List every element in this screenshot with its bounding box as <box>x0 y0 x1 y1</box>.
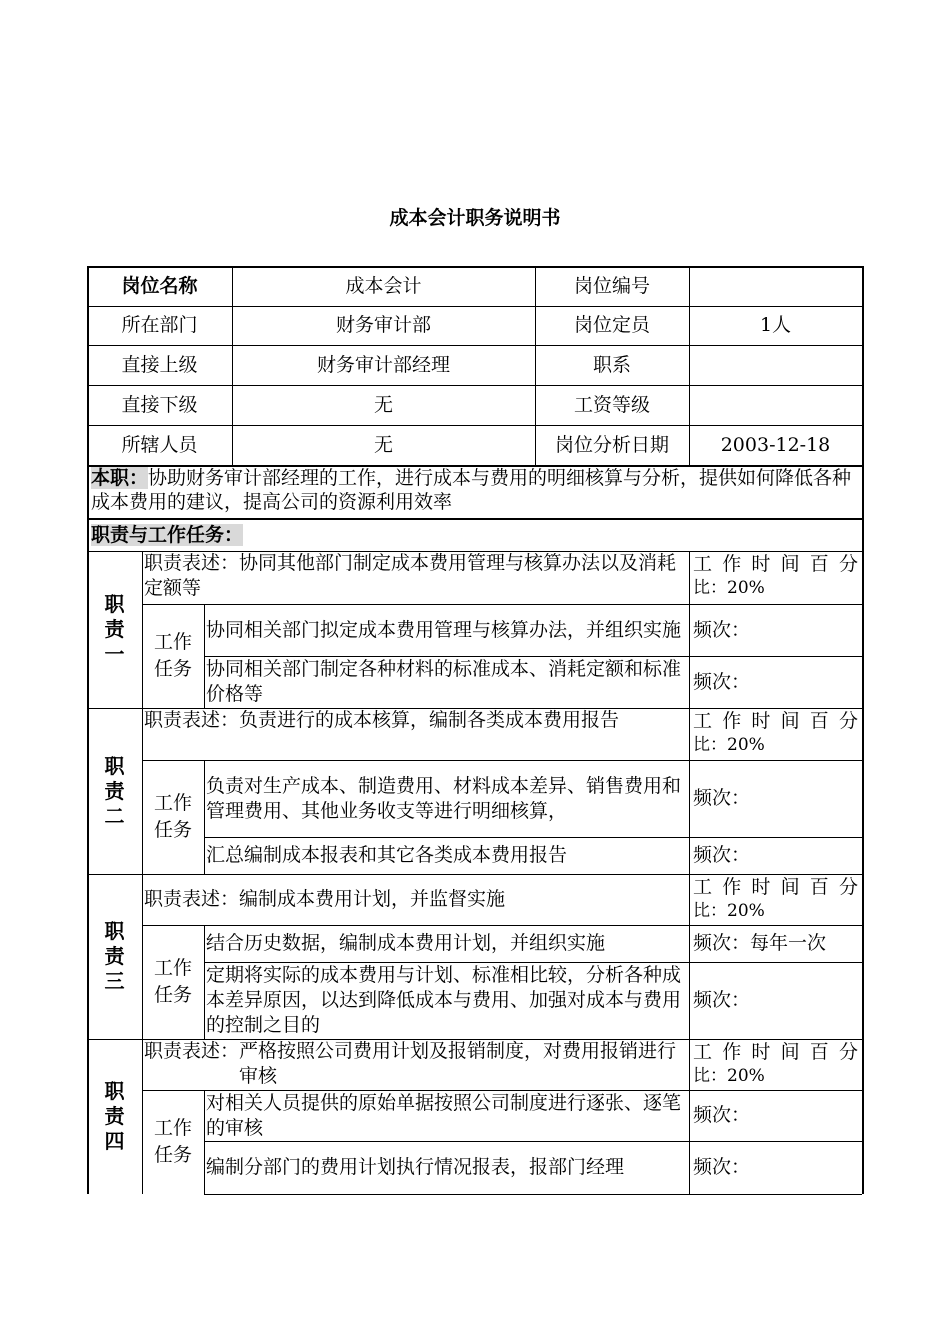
field-value <box>689 266 862 306</box>
time-percent <box>689 874 862 925</box>
field-label: 直接上级 <box>121 353 198 376</box>
duty-name-char: 责 <box>104 944 125 968</box>
grid-line <box>142 551 143 708</box>
grid-line <box>204 962 862 963</box>
field-value: 无 <box>373 433 393 456</box>
statement-prefix: 职责表述： <box>144 1040 240 1062</box>
task-text: 负责对生产成本、制造费用、材料成本差异、销售费用和管理费用、其他业务收支等进行明细核算， <box>206 774 682 822</box>
work-task-label: 工作任务 <box>153 792 192 841</box>
grid-line <box>87 266 89 1194</box>
duty-name-char: 职 <box>104 753 125 778</box>
time-percent <box>689 708 862 760</box>
time-percent-label: 工作时间百分 <box>693 553 858 575</box>
field-value: 财务审计部经理 <box>316 353 450 376</box>
grid-line <box>87 266 863 268</box>
time-percent-label: 工作时间百分 <box>693 876 858 898</box>
time-percent-value: 比：20% <box>693 735 765 755</box>
grid-line <box>87 306 862 307</box>
duties-header-row <box>89 521 861 551</box>
task-frequency: 频次： <box>693 618 751 641</box>
mission-text: 协助财务审计部经理的工作，进行成本与费用的明细核算与分析，提供如何降低各种成本费用的建议，提高公司的资源利用效率 <box>91 467 852 513</box>
task-text: 汇总编制成本报表和其它各类成本费用报告 <box>206 844 568 866</box>
field-value: 1人 <box>759 314 792 336</box>
duty-name <box>87 551 142 708</box>
field-value: 财务审计部 <box>335 314 431 336</box>
grid-line <box>535 266 536 465</box>
field-label: 所在部门 <box>121 314 198 336</box>
duty-name-char: 二 <box>104 803 125 828</box>
duty-statement: 职责表述：协同其他部门制定成本费用管理与核算办法以及消耗定额等 <box>144 552 677 599</box>
grid-line <box>204 604 205 708</box>
work-task-label: 工作任务 <box>153 957 192 1006</box>
task-frequency: 频次： <box>693 787 751 809</box>
grid-line <box>142 760 862 761</box>
grid-line <box>142 925 862 926</box>
task-text: 协同相关部门制定各种材料的标准成本、消耗定额和标准价格等 <box>206 658 682 705</box>
duty-name-char: 责 <box>104 778 125 803</box>
work-task-label: 工作任务 <box>153 631 192 680</box>
time-percent-value: 比：20% <box>693 1066 765 1086</box>
duty-name-char: 职 <box>104 1079 125 1103</box>
field-label: 工资等级 <box>573 393 650 416</box>
field-value: 成本会计 <box>345 274 422 297</box>
mission-label: 本职： <box>91 467 149 489</box>
task-text: 对相关人员提供的原始单据按照公司制度进行逐张、逐笔的审核 <box>206 1091 682 1139</box>
task-text: 结合历史数据，编制成本费用计划，并组织实施 <box>206 932 606 954</box>
grid-line <box>204 1141 862 1142</box>
grid-line <box>862 266 864 1194</box>
field-label: 岗位名称 <box>121 274 198 297</box>
duty-name-char: 职 <box>104 919 125 943</box>
grid-line <box>232 266 233 465</box>
grid-line <box>87 1039 862 1040</box>
task-frequency: 频次： <box>693 1104 751 1126</box>
duty-name-char: 四 <box>104 1129 125 1153</box>
grid-line <box>87 874 862 875</box>
field-label: 岗位编号 <box>573 274 650 297</box>
field-value <box>689 385 862 425</box>
field-value: 2003-12-18 <box>720 433 831 456</box>
duty-statement <box>142 1039 689 1090</box>
field-value <box>689 345 862 385</box>
duty-name-char: 三 <box>104 969 125 993</box>
statement-text: 严格按照公司费用计划及报销制度，对费用报销进行审核 <box>239 1040 677 1087</box>
task-frequency: 频次： <box>693 844 751 866</box>
grid-line <box>204 656 862 657</box>
grid-line <box>689 1039 690 1194</box>
grid-line <box>689 708 690 874</box>
field-label: 直接下级 <box>121 393 198 416</box>
grid-line <box>87 518 862 520</box>
time-percent-label: 工作时间百分 <box>693 1041 858 1063</box>
field-value: 无 <box>373 393 393 416</box>
grid-line <box>142 1090 862 1091</box>
duty-name-char: 责 <box>104 617 125 641</box>
task-frequency: 频次： <box>693 670 751 693</box>
field-label: 岗位分析日期 <box>554 433 669 456</box>
grid-line <box>87 465 862 467</box>
task-text: 定期将实际的成本费用与计划、标准相比较，分析各种成本差异原因，以达到降低成本与费用、加强对成本与费用的控制之目的 <box>206 964 682 1036</box>
duty-statement: 职责表述：编制成本费用计划，并监督实施 <box>144 888 506 910</box>
field-label: 所辖人员 <box>121 433 198 456</box>
grid-line <box>204 837 862 838</box>
grid-line <box>204 760 205 874</box>
time-percent-label: 工作时间百分 <box>693 710 858 732</box>
duty-name-char: 一 <box>104 642 125 666</box>
task-text: 编制分部门的费用计划执行情况报表，报部门经理 <box>206 1156 625 1178</box>
grid-line <box>204 1194 862 1195</box>
grid-line <box>87 385 862 386</box>
time-percent-value: 比：20% <box>693 901 765 921</box>
grid-line <box>689 874 690 1039</box>
duty-name-char: 责 <box>104 1104 125 1128</box>
duty-name <box>87 1039 142 1194</box>
grid-line <box>142 1039 143 1194</box>
grid-line <box>142 708 143 874</box>
time-percent-value: 比：20% <box>693 578 765 598</box>
grid-line <box>87 551 862 552</box>
work-task-label: 工作任务 <box>153 1117 192 1166</box>
task-frequency: 频次：每年一次 <box>693 932 827 954</box>
task-text: 协同相关部门拟定成本费用管理与核算办法，并组织实施 <box>206 618 682 641</box>
task-frequency: 频次： <box>693 989 751 1011</box>
duty-name <box>87 708 142 874</box>
time-percent <box>689 551 862 604</box>
duty-name-char: 职 <box>104 592 125 616</box>
field-label: 职系 <box>592 353 631 376</box>
grid-line <box>689 266 690 465</box>
grid-line <box>204 925 205 1039</box>
grid-line <box>142 604 862 605</box>
duties-header: 职责与工作任务： <box>91 524 244 546</box>
grid-line <box>689 551 690 708</box>
grid-line <box>87 425 862 426</box>
duty-statement: 职责表述：负责进行的成本核算，编制各类成本费用报告 <box>144 709 620 731</box>
mission-row <box>89 465 861 517</box>
field-label: 岗位定员 <box>573 314 650 336</box>
time-percent <box>689 1039 862 1090</box>
duty-name <box>87 874 142 1039</box>
grid-line <box>87 708 862 709</box>
task-frequency: 频次： <box>693 1156 751 1178</box>
grid-line <box>87 345 862 346</box>
grid-line <box>142 874 143 1039</box>
grid-line <box>204 1090 205 1194</box>
document-title: 成本会计职务说明书 <box>389 207 561 229</box>
